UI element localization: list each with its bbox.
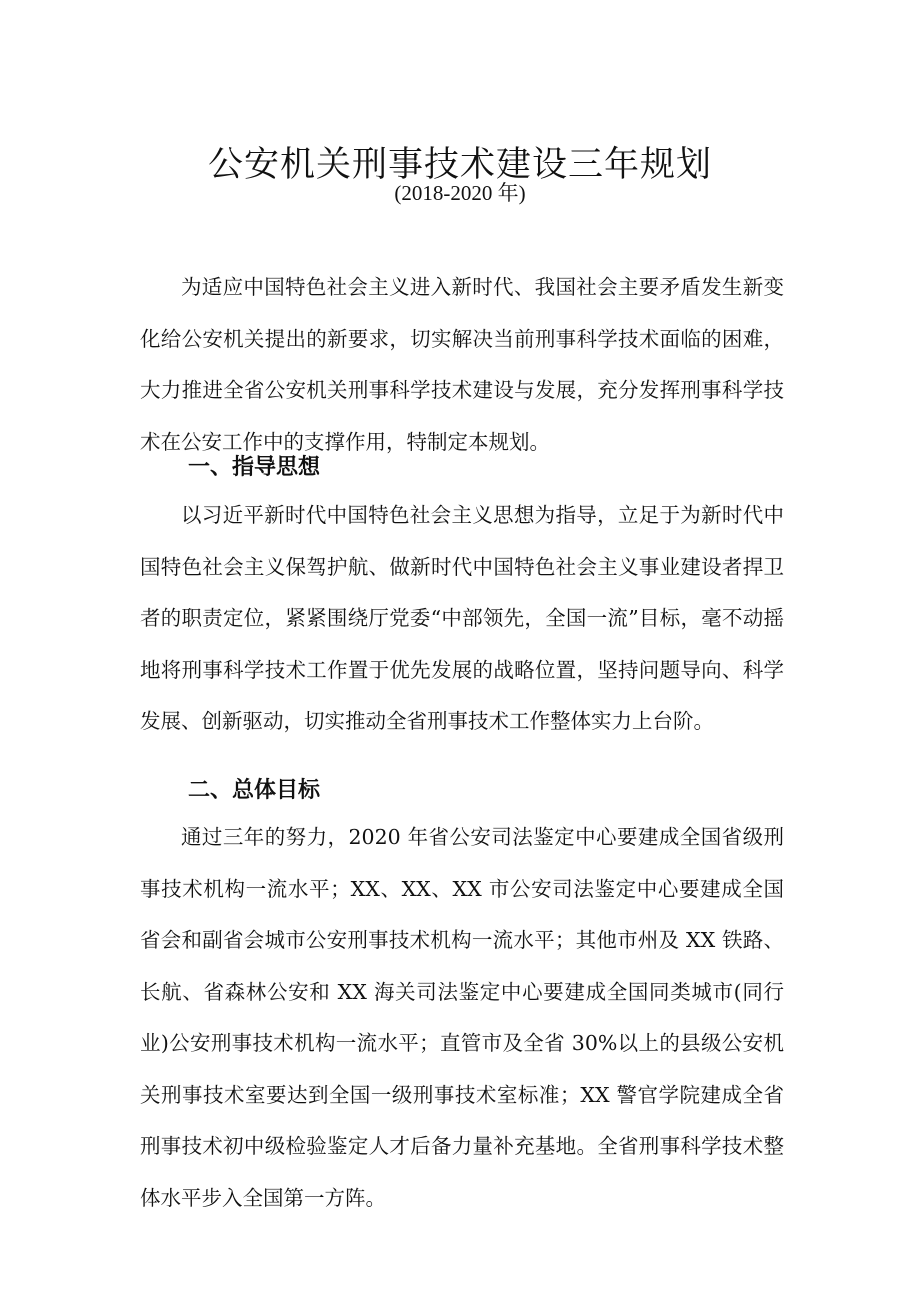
document-title: 公安机关刑事技术建设三年规划 (207, 145, 712, 186)
section-heading-overall-goals: 二、总体目标 (188, 778, 321, 803)
intro-paragraph: 为适应中国特色社会主义进入新时代、我国社会主要矛盾发生新变化给公安机关提出的新要求，切实解决当前刑事科学技术面临的困难，大力推进全省公安机关刑事科学技术建设与发展，充分发挥刑事科学技术在公安工作中的支撑作用，特制定本规划。 (140, 275, 784, 454)
section-heading-guiding-ideology: 一、指导思想 (188, 455, 321, 480)
section-body-overall-goals: 通过三年的努力，2020 年省公安司法鉴定中心要建成全国省级刑事技术机构一流水平；XX、XX、XX 市公安司法鉴定中心要建成全国省会和副省会城市公安刑事技术机构一流水平；其他市州及 XX 铁路、长航、省森林公安和 XX 海关司法鉴定中心要建成全国同类城市(同行业)公安刑事技术机构一流水平；直管市及全省 30%以上的县级公安机关刑事技术室要达到全国一级刑事技术室标准；XX 警官学院建成全省刑事技术初中级检验鉴定人才后备力量补充基地。全省刑事科学技术整体水平步入全国第一方阵。 (140, 825, 784, 1210)
section-body-guiding-ideology: 以习近平新时代中国特色社会主义思想为指导，立足于为新时代中国特色社会主义保驾护航、做新时代中国特色社会主义事业建设者捍卫者的职责定位，紧紧围绕厅党委“中部领先，全国一流”目标，毫不动摇地将刑事科学技术工作置于优先发展的战略位置，坚持问题导向、科学发展、创新驱动，切实推动全省刑事技术工作整体实力上台阶。 (140, 503, 784, 733)
document-subtitle: (2018-2020 年) (394, 181, 526, 205)
